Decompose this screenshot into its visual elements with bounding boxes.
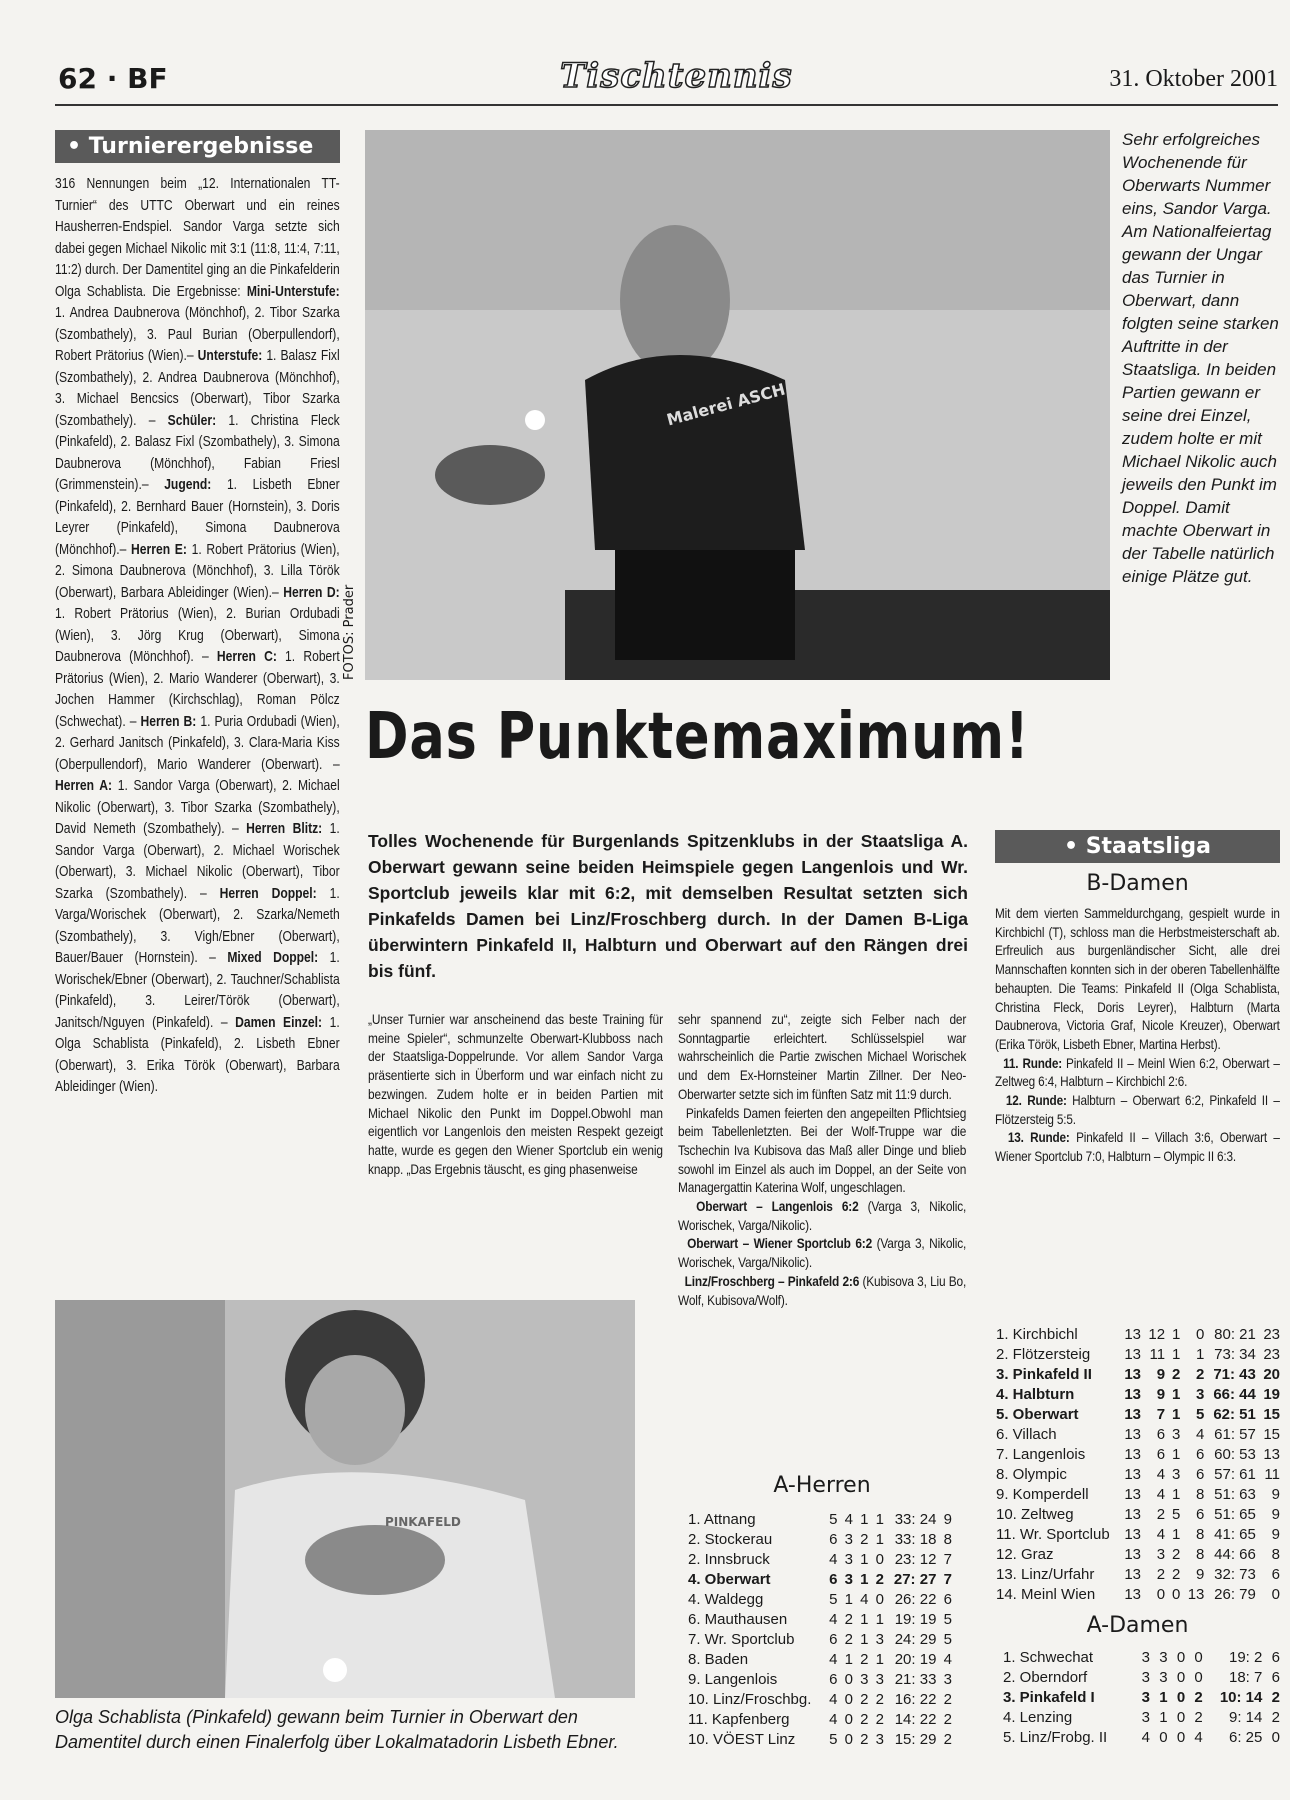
games-cell: 41: 65 [1214,1526,1256,1543]
team-cell: 3. Pinkafeld II [996,1366,1092,1383]
drawn-cell: 1 [1171,1346,1181,1363]
games-cell: 66: 44 [1213,1386,1256,1403]
games-cell: 80: 21 [1214,1326,1256,1343]
won-cell: 3 [844,1531,853,1548]
lost-cell: 2 [875,1691,884,1708]
won-cell: 3 [1159,1649,1168,1666]
lost-cell: 0 [875,1551,884,1568]
won-cell: 9 [1156,1386,1166,1403]
standings-row [993,1365,1283,1385]
shirt-text: PINKAFELD [385,1515,461,1529]
played-cell: 4 [829,1611,838,1628]
played-cell: 3 [1141,1649,1150,1666]
points-cell: 20 [1263,1366,1280,1383]
staatsliga-heading: • Staatsliga [995,830,1280,863]
played-cell: 13 [1124,1446,1142,1463]
played-cell: 13 [1124,1326,1142,1343]
tournament-results-text: 316 Nennungen beim „12. Internationalen TT-Turnier“ des UTTC Oberwart und ein reines Hausherren-Endspiel. Sandor Varga setzte sich dabei gegen Michael Nikolic mit 3:1 (11:8, 11:4, 7:11, 11:2) durch. Der Damentitel ging an die Pinkafelderin Olga Schablista. Die Ergebnisse: Mini-Unterstufe: 1. Andrea Daubnerova (Mönchhof), 2. Tibor Szarka (Szombathely), 3. Paul Burian (Oberpullendorf), Robert Prätorius (Wien).– Unterstufe: 1. Balasz Fixl (Szombathely), 2. Andrea Daubnerova (Mönchhof), 3. Michael Bencsics (Oberwart), Tibor Szarka (Szombathely). – Schüler: 1. Christina Fleck (Pinkafeld), 2. Balasz Fixl (Szombathely), 3. Simona Daubnerova (Mönchhof), Fabian Friesl (Grimmenstein).– Jugend: 1. Lisbeth Ebner (Pinkafeld), 2. Bernhard Bauer (Hornstein), 3. Doris Leyrer (Pinkafeld), Simona Daubnerova (Mönchhof).– Herren E: 1. Robert Prätorius (Wien), 2. Simona Daubnerova (Mönchhof), 3. Lilla Török (Oberwart), Barbara Ableidinger (Wien).– Herren D: 1. Robert Prätorius (Wien), 2. Burian Ordubadi (Wien), 3. Jörg Krug (Oberwart), Simona Daubnerova (Mönchhof). – Herren C: 1. Robert Prätorius (Wien), 2. Mario Wanderer (Oberwart), 3. Jochen Hammer (Kirchschlag), Roman Pölcz (Schwechat). – Herren B: 1. Puria Ordubadi (Wien), 2. Gerhard Janitsch (Pinkafeld), 3. Clara-Maria Kiss (Oberpullendorf), Mario Wanderer (Oberwart). – Herren A: 1. Sandor Varga (Oberwart), 2. Michael Nikolic (Oberwart), 3. Tibor Szarka (Szombathely), David Nemeth (Szombathely). – Herren Blitz: 1. Sandor Varga (Oberwart), 2. Michael Worischek (Oberwart), 3. Michael Nikolic (Oberwart), Tibor Szarka (Szombathely). – Herren Doppel: 1. Varga/Worischek (Oberwart), 2. Szarka/Nemeth (Szombathely), 3. Vigh/Ebner (Oberwart), Bauer/Bauer (Hornstein). – Mixed Doppel: 1. Worischek/Ebner (Oberwart), 2. Tauchner/Schablista (Pinkafeld), 3. Leirer/Török (Oberwart), Janitsch/Nguyen (Pinkafeld). – Damen Einzel: 1. Olga Schablista (Pinkafeld), 2. Lisbeth Ebner (Oberwart), 3. Erika Török (Oberwart), Barbara Ableidinger (Wien). [55,176,340,1095]
standings-row [993,1485,1283,1505]
points-cell: 6 [1271,1669,1280,1686]
lost-cell: 1 [875,1531,884,1548]
games-cell: 44: 66 [1214,1546,1256,1563]
drawn-cell: 1 [1171,1446,1181,1463]
points-cell: 5 [943,1611,952,1628]
standings-row [993,1585,1283,1605]
won-cell: 1 [1159,1709,1168,1726]
games-cell: 20: 19 [894,1651,937,1668]
lost-cell: 2 [1194,1709,1203,1726]
lost-cell: 2 [1194,1689,1203,1706]
games-cell: 9: 14 [1228,1709,1263,1726]
standings-row [993,1565,1283,1585]
headline: Das Punktemaximum! [365,700,1030,774]
played-cell: 13 [1124,1506,1142,1523]
drawn-cell: 2 [860,1731,869,1748]
points-cell: 7 [943,1551,952,1568]
games-cell: 14: 22 [894,1711,937,1728]
games-cell: 18: 7 [1228,1669,1263,1686]
b-damen-title: B-Damen [1086,871,1189,896]
drawn-cell: 3 [860,1671,869,1688]
won-cell: 2 [1156,1566,1166,1583]
games-cell: 32: 73 [1214,1566,1256,1583]
points-cell: 7 [943,1571,952,1588]
drawn-cell: 2 [1171,1566,1181,1583]
won-cell: 7 [1156,1406,1166,1423]
drawn-cell: 2 [860,1691,869,1708]
lost-cell: 3 [875,1731,884,1748]
photo-sandor-varga [365,130,1110,680]
games-cell: 26: 22 [894,1591,937,1608]
games-cell: 6: 25 [1228,1729,1263,1746]
player-illustration [55,1300,635,1698]
standings-row [993,1545,1283,1565]
team-cell: 14. Meinl Wien [996,1586,1096,1603]
drawn-cell: 0 [1176,1709,1186,1726]
tournament-results-heading: • Turnierergebnisse [55,130,340,163]
points-cell: 2 [1271,1689,1280,1706]
team-cell: 4. Lenzing [1003,1709,1073,1726]
team-cell: 1. Kirchbichl [996,1326,1078,1343]
article-column-2: sehr spannend zu“, zeigte sich Felber nach der Sonntagpartie erleichtert. Schlüsselspiel war wahrscheinlich die Partie zwischen Michael Worischek und dem Ex-Hornsteiner Martin Zillner. Der Neo-Oberwarter setzte sich im fünften Satz mit 11:9 durch. Pinkafelds Damen feierten den angepeilten Pflichtsieg beim Tabellenletzten. Bei der Wolf-Truppe war die Tschechin Iva Kubisova das Maß aller Dinge und blieb sowohl im Einzel als auch im Doppel, an der Seite von Managergattin Katerina Wolf, ungeschlagen. Oberwart – Langenlois 6:2 (Varga 3, Nikolic, Worischek, Varga/Nikolic). Oberwart – Wiener Sportclub 6:2 (Varga 3, Nikolic, Worischek, Varga/Nikolic). Linz/Froschberg – Pinkafeld 2:6 (Kubisova 3, Liu Bo, Wolf, Kubisova/Wolf). [678,1011,967,1308]
standings-row [685,1610,955,1630]
games-cell: 23: 12 [894,1551,937,1568]
team-cell: 7. Wr. Sportclub [688,1631,795,1648]
drawn-cell: 3 [1171,1466,1181,1483]
standings-row [993,1345,1283,1365]
team-cell: 10. VÖEST Linz [688,1731,796,1748]
lost-cell: 8 [1196,1546,1205,1563]
points-cell: 15 [1263,1426,1280,1443]
standings-row [993,1405,1283,1425]
a-damen-title: A-Damen [1086,1613,1189,1638]
lost-cell: 2 [875,1711,884,1728]
staatsliga-text: Mit dem vierten Sammeldurchgang, gespielt wurde in Kirchbichl (T), schloss man die Herbstmeisterschaft ab. Erfreulich aus burgenländischer Sicht, alle drei Mannschaften konnten sich in der oberen Tabellenhälfte behaupten. Die Teams: Pinkafeld II (Olga Schablista, Christina Fleck, Doris Leyrer), Halbturn (Marta Daubnerova, Victoria Graf, Nicole Kreuzer), Oberwart (Erika Török, Lisbeth Ebner, Martina Herbst). 11. Runde: Pinkafeld II – Meinl Wien 6:2, Oberwart – Zeltweg 6:4, Halbturn – Kirchbichl 2:6. 12. Runde: Halbturn – Oberwart 6:2, Pinkafeld II – Flötzersteig 5:5. 13. Runde: Pinkafeld II – Villach 3:6, Oberwart – Wiener Sportclub 7:0, Halbturn – Olympic II 6:3. [995,905,1280,1165]
won-cell: 4 [844,1511,853,1528]
page-number: 62 · BF [58,62,168,95]
won-cell: 4 [1156,1466,1166,1483]
drawn-cell: 0 [1176,1669,1186,1686]
games-cell: 71: 43 [1213,1366,1256,1383]
standings-row [685,1670,955,1690]
won-cell: 0 [1159,1729,1168,1746]
played-cell: 13 [1124,1486,1142,1503]
drawn-cell: 1 [860,1511,869,1528]
photo-caption-bottom: Olga Schablista (Pinkafeld) gewann beim Turnier in Oberwart den Damentitel durch einen Finalerfolg über Lokalmatadorin Lisbeth Ebner. [55,1707,619,1752]
played-cell: 6 [829,1531,838,1548]
points-cell: 0 [1271,1729,1280,1746]
points-cell: 9 [943,1511,952,1528]
drawn-cell: 2 [1171,1546,1181,1563]
standings-row [1000,1688,1283,1708]
standings-row [993,1505,1283,1525]
standings-row [993,1325,1283,1345]
games-cell: 26: 79 [1214,1586,1256,1603]
lost-cell: 6 [1196,1446,1205,1463]
played-cell: 13 [1124,1466,1142,1483]
lost-cell: 9 [1196,1566,1205,1583]
drawn-cell: 2 [860,1651,869,1668]
points-cell: 9 [1271,1486,1280,1503]
points-cell: 6 [1271,1566,1280,1583]
standings-row [685,1690,955,1710]
won-cell: 3 [1159,1669,1168,1686]
won-cell: 9 [1156,1366,1166,1383]
played-cell: 5 [829,1731,838,1748]
team-cell: 13. Linz/Urfahr [996,1566,1095,1583]
team-cell: 7. Langenlois [996,1446,1086,1463]
played-cell: 13 [1124,1386,1142,1403]
team-cell: 3. Pinkafeld I [1003,1689,1095,1706]
lost-cell: 8 [1196,1526,1205,1543]
played-cell: 4 [829,1651,838,1668]
games-cell: 57: 61 [1214,1466,1256,1483]
played-cell: 5 [829,1511,838,1528]
drawn-cell: 4 [860,1591,869,1608]
article-column-1: „Unser Turnier war anscheinend das beste Training für meine Spieler“, schmunzelte Oberwart-Klubboss nach der Staatsliga-Doppelrunde. Vor allem Sandor Varga präsentierte sich in Überform und war einfach nicht zu bezwingen. Zudem holte er in beiden Partien mit Michael Nikolic den Punkt im Doppel.Obwohl man eigentlich vor Langenlois den meisten Respekt gezeigt hatte, wurde es gegen den Wiener Sportclub ein wenig knapp. „Das Ergebnis täuscht, es ging phasenweise [368,1011,663,1177]
points-cell: 9 [1271,1526,1280,1543]
won-cell: 0 [844,1711,853,1728]
points-cell: 13 [1263,1446,1280,1463]
played-cell: 13 [1124,1406,1142,1423]
team-cell: 8. Baden [688,1651,749,1668]
a-damen-table [1000,1648,1283,1748]
won-cell: 4 [1156,1526,1166,1543]
shirt-sponsor: Malerei ASCH [664,379,788,430]
standings-row [685,1550,955,1570]
lost-cell: 0 [875,1591,884,1608]
standings-row [685,1590,955,1610]
points-cell: 2 [1271,1709,1280,1726]
won-cell: 0 [844,1671,853,1688]
played-cell: 13 [1124,1346,1142,1363]
standings-row [993,1465,1283,1485]
b-damen-table [993,1325,1283,1605]
standings-row [993,1525,1283,1545]
points-cell: 6 [943,1591,952,1608]
points-cell: 11 [1264,1466,1280,1483]
team-cell: 6. Villach [996,1426,1057,1443]
standings-row [1000,1708,1283,1728]
lost-cell: 4 [1196,1426,1205,1443]
played-cell: 3 [1141,1709,1150,1726]
points-cell: 2 [943,1711,952,1728]
lost-cell: 6 [1196,1466,1205,1483]
team-cell: 10. Linz/Froschbg. [688,1691,812,1708]
won-cell: 2 [1156,1506,1166,1523]
games-cell: 27: 27 [893,1571,937,1588]
played-cell: 6 [829,1571,838,1588]
team-cell: 1. Attnang [688,1511,756,1528]
standings-row [993,1385,1283,1405]
lost-cell: 4 [1194,1729,1203,1746]
points-cell: 5 [943,1631,952,1648]
drawn-cell: 2 [860,1711,869,1728]
won-cell: 4 [1156,1486,1166,1503]
played-cell: 13 [1124,1426,1142,1443]
won-cell: 3 [844,1571,853,1588]
played-cell: 3 [1141,1669,1150,1686]
lost-cell: 3 [875,1671,884,1688]
standings-row [685,1510,955,1530]
won-cell: 2 [844,1611,853,1628]
team-cell: 8. Olympic [996,1466,1067,1483]
games-cell: 61: 57 [1214,1426,1256,1443]
lost-cell: 13 [1187,1586,1205,1603]
points-cell: 23 [1263,1326,1280,1343]
games-cell: 33: 24 [894,1511,937,1528]
photo-olga-schablista [55,1300,635,1698]
games-cell: 21: 33 [894,1671,937,1688]
played-cell: 6 [829,1631,838,1648]
won-cell: 6 [1156,1446,1166,1463]
played-cell: 13 [1124,1366,1142,1383]
team-cell: 2. Oberndorf [1003,1669,1088,1686]
team-cell: 9. Komperdell [996,1486,1089,1503]
team-cell: 2. Stockerau [688,1531,773,1548]
a-herren-title: A-Herren [773,1473,871,1498]
played-cell: 4 [829,1691,838,1708]
drawn-cell: 2 [860,1531,869,1548]
won-cell: 6 [1156,1426,1166,1443]
drawn-cell: 0 [1176,1649,1186,1666]
team-cell: 4. Waldegg [688,1591,764,1608]
drawn-cell: 0 [1176,1689,1186,1706]
won-cell: 3 [844,1551,853,1568]
points-cell: 6 [1271,1649,1280,1666]
drawn-cell: 1 [860,1631,869,1648]
standings-row [685,1730,955,1750]
drawn-cell: 5 [1171,1506,1181,1523]
lost-cell: 3 [875,1631,884,1648]
lost-cell: 1 [875,1611,884,1628]
lost-cell: 3 [1196,1386,1205,1403]
won-cell: 11 [1149,1346,1166,1363]
played-cell: 6 [829,1671,838,1688]
points-cell: 2 [943,1691,952,1708]
points-cell: 19 [1263,1386,1280,1403]
drawn-cell: 1 [1171,1386,1181,1403]
team-cell: 2. Innsbruck [688,1551,770,1568]
team-cell: 10. Zeltweg [996,1506,1074,1523]
points-cell: 8 [943,1531,952,1548]
standings-row [685,1710,955,1730]
standings-row [1000,1648,1283,1668]
team-cell: 5. Linz/Frobg. II [1003,1729,1108,1746]
games-cell: 19: 2 [1228,1649,1263,1666]
standings-row [1000,1728,1283,1748]
standings-row [685,1650,955,1670]
a-herren-table [685,1510,955,1750]
played-cell: 3 [1141,1689,1150,1706]
drawn-cell: 1 [1171,1526,1181,1543]
points-cell: 0 [1271,1586,1280,1603]
won-cell: 12 [1148,1326,1166,1343]
games-cell: 60: 53 [1214,1446,1256,1463]
drawn-cell: 1 [860,1551,869,1568]
standings-row [993,1445,1283,1465]
team-cell: 9. Langenlois [688,1671,778,1688]
drawn-cell: 1 [860,1611,869,1628]
drawn-cell: 3 [1171,1426,1181,1443]
played-cell: 13 [1124,1526,1142,1543]
points-cell: 2 [943,1731,952,1748]
standings-row [1000,1668,1283,1688]
won-cell: 0 [1156,1586,1166,1603]
team-cell: 11. Wr. Sportclub [996,1526,1110,1543]
played-cell: 13 [1124,1586,1142,1603]
drawn-cell: 1 [860,1571,869,1588]
team-cell: 11. Kapfenberg [688,1711,790,1728]
team-cell: 2. Flötzersteig [996,1346,1091,1363]
team-cell: 6. Mauthausen [688,1611,788,1628]
article-intro: Tolles Wochenende für Burgenlands Spitzenklubs in der Staatsliga A. Oberwart gewann seine beiden Heimspiele gegen Langenlois und Wr. Sportclub jeweils klar mit 6:2, mit demselben Resultat setzten sich Pinkafelds Damen bei Linz/Froschberg durch. In der Damen B-Liga überwintern Pinkafeld II, Halbturn und Oberwart auf den Rängen drei bis fünf. [368,831,968,981]
won-cell: 0 [844,1731,853,1748]
team-cell: 4. Oberwart [688,1571,771,1588]
points-cell: 15 [1263,1406,1280,1423]
games-cell: 62: 51 [1213,1406,1256,1423]
header-rule [55,104,1278,106]
lost-cell: 0 [1194,1649,1203,1666]
points-cell: 9 [1271,1506,1280,1523]
lost-cell: 1 [875,1511,884,1528]
team-cell: 12. Graz [996,1546,1054,1563]
lost-cell: 5 [1196,1406,1205,1423]
played-cell: 13 [1124,1566,1142,1583]
standings-row [685,1630,955,1650]
won-cell: 3 [1156,1546,1166,1563]
games-cell: 73: 34 [1214,1346,1256,1363]
drawn-cell: 0 [1171,1586,1181,1603]
lost-cell: 1 [1196,1346,1205,1363]
team-cell: 4. Halbturn [996,1386,1075,1403]
drawn-cell: 1 [1171,1326,1181,1343]
games-cell: 10: 14 [1219,1689,1263,1706]
points-cell: 4 [943,1651,952,1668]
standings-row [685,1570,955,1590]
played-cell: 4 [829,1551,838,1568]
standings-row [993,1425,1283,1445]
points-cell: 8 [1271,1546,1280,1563]
drawn-cell: 2 [1171,1366,1181,1383]
games-cell: 15: 29 [894,1731,937,1748]
team-cell: 5. Oberwart [996,1406,1079,1423]
team-cell: 1. Schwechat [1003,1649,1094,1666]
issue-date: 31. Oktober 2001 [1109,66,1278,92]
games-cell: 51: 65 [1214,1506,1256,1523]
games-cell: 33: 18 [894,1531,937,1548]
lost-cell: 1 [875,1651,884,1668]
won-cell: 1 [844,1651,853,1668]
lost-cell: 2 [875,1571,884,1588]
games-cell: 19: 19 [894,1611,937,1628]
played-cell: 5 [829,1591,838,1608]
games-cell: 16: 22 [894,1691,937,1708]
games-cell: 24: 29 [894,1631,937,1648]
points-cell: 23 [1263,1346,1280,1363]
section-title: Tischtennis [560,56,793,96]
drawn-cell: 1 [1171,1406,1181,1423]
lost-cell: 8 [1196,1486,1205,1503]
standings-row [685,1530,955,1550]
games-cell: 51: 63 [1214,1486,1256,1503]
lost-cell: 2 [1196,1366,1205,1383]
lost-cell: 0 [1194,1669,1203,1686]
lost-cell: 0 [1196,1326,1205,1343]
won-cell: 2 [844,1631,853,1648]
points-cell: 3 [943,1671,952,1688]
photo-credit: FOTOS: Prader [342,584,357,680]
played-cell: 13 [1124,1546,1142,1563]
drawn-cell: 0 [1176,1729,1186,1746]
photo-caption-right: Sehr erfolgreiches Wochenende für Oberwarts Nummer eins, Sandor Varga. Am Nationalfeiertag gewann der Ungar das Turnier in Oberwart, dann folgten seine starken Auftritte in der Staatsliga. In beiden Partien gewann er seine drei Einzel, zudem holte er mit Michael Nikolic auch jeweils den Punkt im Doppel. Damit machte Oberwart in der Tabelle natürlich einige Plätze gut. [1122,130,1279,586]
lost-cell: 6 [1196,1506,1205,1523]
played-cell: 4 [829,1711,838,1728]
played-cell: 4 [1141,1729,1150,1746]
won-cell: 1 [1159,1689,1168,1706]
won-cell: 1 [844,1591,853,1608]
won-cell: 0 [844,1691,853,1708]
drawn-cell: 1 [1171,1486,1181,1503]
